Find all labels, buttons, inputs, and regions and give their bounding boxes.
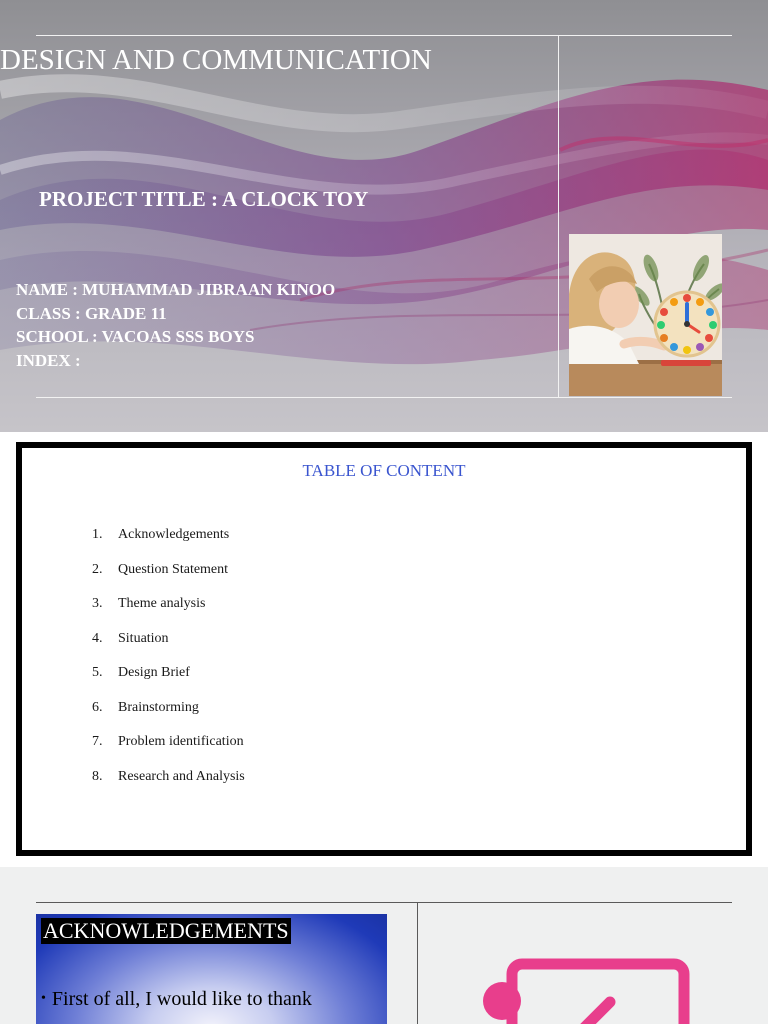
toc-item-label: Situation (118, 630, 169, 646)
student-name: NAME : MUHAMMAD JIBRAAN KINOO (16, 280, 336, 299)
checklist-icon (470, 957, 700, 1024)
toc-list (92, 527, 245, 803)
toc-item: 8. Research and Analysis (92, 769, 245, 804)
toc-item-label: Theme analysis (118, 596, 206, 611)
toc-frame (16, 442, 752, 856)
vertical-divider (417, 902, 418, 1024)
clock-toy-photo (569, 234, 722, 396)
student-index: INDEX : (16, 350, 81, 370)
toc-item: 1. Acknowledgements (92, 527, 245, 562)
top-divider (36, 35, 732, 36)
child-with-clock-illustration (569, 234, 722, 396)
toc-item-label: Problem identification (118, 734, 244, 749)
toc-item-label: Design Brief (118, 665, 190, 680)
student-info (16, 278, 335, 372)
toc-slide (0, 432, 768, 867)
toc-item: 2. Question Statement (92, 562, 245, 597)
acknowledgements-panel (36, 914, 387, 1024)
bottom-divider (36, 397, 732, 398)
toc-item-label: Research and Analysis (118, 768, 245, 784)
toc-item: 4. Situation (92, 631, 245, 666)
top-divider (36, 902, 732, 903)
acknowledgements-title: ACKNOWLEDGEMENTS (43, 918, 289, 943)
toc-item: 5. Design Brief (92, 665, 245, 700)
toc-item-label: Acknowledgements (118, 527, 230, 542)
project-title: PROJECT TITLE : A CLOCK TOY (39, 187, 369, 211)
acknowledgements-slide (0, 867, 768, 1024)
student-class: CLASS : GRADE 11 (16, 303, 167, 323)
student-school: SCHOOL : VACOAS SSS BOYS (16, 327, 255, 346)
toc-item: 7. Problem identification (92, 734, 245, 769)
toc-item-label: Brainstorming (118, 699, 199, 715)
toc-heading: TABLE OF CONTENT (302, 461, 466, 480)
bullet-icon: • (41, 991, 46, 1006)
vertical-divider (558, 35, 559, 397)
toc-item: 6. Brainstorming (92, 700, 245, 735)
toc-item: 3. Theme analysis (92, 596, 245, 631)
acknowledgements-text: • First of all, I would like to thank (41, 988, 312, 1010)
toc-item-label: Question Statement (118, 561, 229, 577)
subject-heading: DESIGN AND COMMUNICATION (0, 44, 432, 76)
cover-slide (0, 0, 768, 432)
